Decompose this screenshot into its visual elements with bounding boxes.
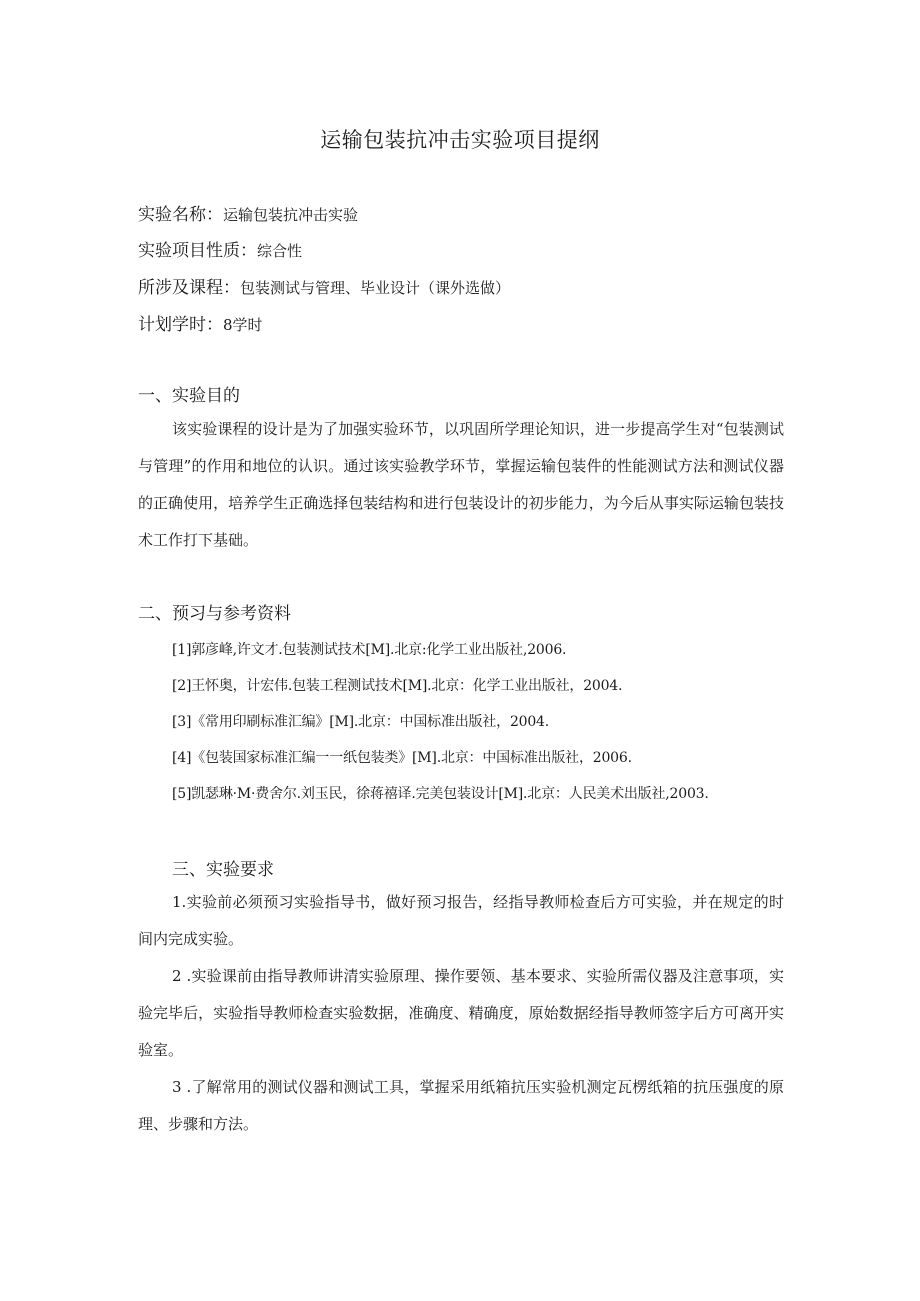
info-value: 8学时	[223, 316, 263, 334]
info-value: 综合性	[257, 242, 303, 260]
info-value: 包装测试与管理、毕业设计（课外选做）	[240, 279, 511, 297]
info-key: 计划学时：	[138, 315, 223, 335]
requirement-item: 3 .了解常用的测试仪器和测试工具，掌握采用纸箱抗压实验机测定瓦楞纸箱的抗压强度的原理、步骤和方法。	[138, 1078, 784, 1133]
info-value: 运输包装抗冲击实验	[223, 206, 359, 224]
requirement-item: 1.实验前必须预习实验指导书，做好预习报告，经指导教师检查后方可实验，并在规定的时间内完成实验。	[138, 893, 784, 948]
reference-item: [1]郭彦峰,许文才.包装测试技术[M].北京:化学工业出版社,2006.	[172, 642, 567, 658]
info-line-project-nature	[138, 236, 302, 261]
info-line-experiment-name	[138, 200, 358, 225]
info-line-planned-hours	[138, 310, 263, 335]
section-heading-requirements: 三、实验要求	[172, 860, 274, 880]
info-key: 所涉及课程：	[138, 278, 240, 298]
purpose-paragraph: 该实验课程的设计是为了加强实验环节，以巩固所学理论知识，进一步提高学生对“包装测试与管理”的作用和地位的认识。通过该实验教学环节，掌握运输包装件的性能测试方法和测试仪器的正确使用，培养学生正确选择包装结构和进行包装设计的初步能力，为今后从事实际运输包装技术工作打下基础。	[138, 420, 784, 549]
requirement-item: 2 .实验课前由指导教师讲清实验原理、操作要领、基本要求、实验所需仪器及注意事项，实验完毕后，实验指导教师检查实验数据，准确度、精确度，原始数据经指导教师签字后方可离开实验室。	[138, 967, 784, 1059]
section-heading-references: 二、预习与参考资料	[138, 604, 291, 624]
info-line-courses	[138, 273, 510, 298]
document-title: 运输包装抗冲击实验项目提纲	[320, 128, 600, 152]
section-heading-purpose: 一、实验目的	[138, 386, 240, 406]
reference-item: [5]凯瑟琳·M·费舍尔.刘玉民，徐蒋禧译.完美包装设计[M].北京：人民美术出版社,2003.	[172, 786, 709, 802]
info-key: 实验名称：	[138, 205, 223, 225]
reference-item: [2]王怀奥，计宏伟.包装工程测试技术[M].北京：化学工业出版社，2004.	[172, 678, 623, 694]
reference-item: [3]《常用印刷标准汇编》[M].北京：中国标准出版社，2004.	[172, 714, 550, 730]
info-key: 实验项目性质：	[138, 241, 257, 261]
reference-item: [4]《包装国家标准汇编一一纸包装类》[M].北京：中国标准出版社，2006.	[172, 750, 632, 766]
